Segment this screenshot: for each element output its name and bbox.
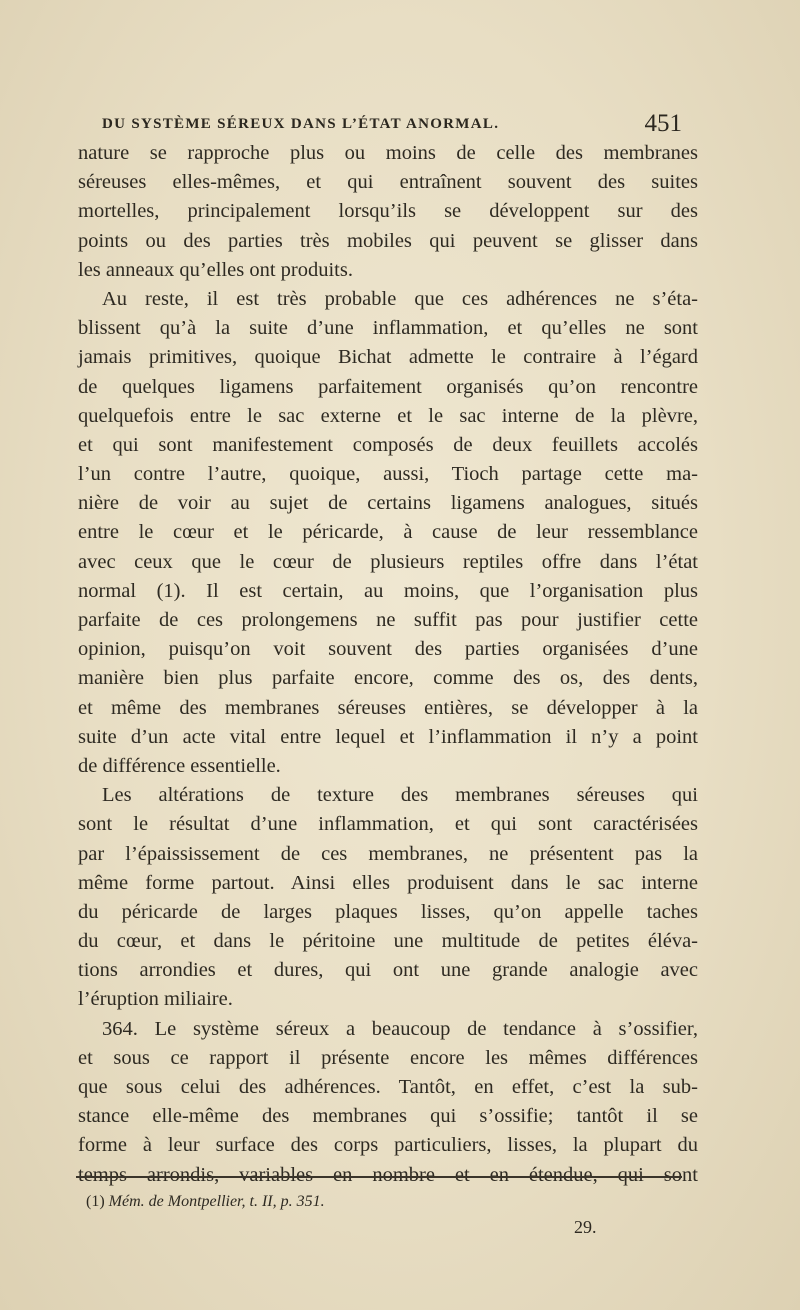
- text-line: points ou des parties très mobiles qui peuvent se glisser dans: [78, 229, 698, 252]
- text-line: blissent qu’à la suite d’une inflammation, et qu’elles ne sont: [78, 317, 698, 340]
- footnote-marker: (1): [86, 1193, 105, 1210]
- footnote-text: Mém. de Montpellier, t. II, p. 351.: [108, 1193, 325, 1210]
- text-line: et sous ce rapport il présente encore les mêmes différences: [78, 1046, 698, 1069]
- text-line: et qui sont manifestement composés de deux feuillets accolés: [78, 433, 698, 456]
- text-line: stance elle-même des membranes qui s’ossifie; tantôt il se: [78, 1105, 698, 1128]
- running-head: DU SYSTÈME SÉREUX DANS L’ÉTAT ANORMAL.: [102, 116, 500, 132]
- text-line: nature se rapproche plus ou moins de celle des membranes: [78, 142, 698, 164]
- text-line: temps arrondis, variables en nombre et en étendue, qui sont: [78, 1163, 698, 1186]
- page-header: [100, 112, 680, 142]
- text-line: manière bien plus parfaite encore, comme des os, des dents,: [78, 667, 698, 690]
- text-line: suite d’un acte vital entre lequel et l’inflammation il n’y a point: [78, 725, 698, 748]
- text-line: les anneaux qu’elles ont produits.: [78, 258, 353, 281]
- footnote-divider: [76, 1176, 682, 1178]
- text-line: par l’épaississement de ces membranes, ne présentent pas la: [78, 842, 698, 865]
- text-line: l’un contre l’autre, quoique, aussi, Tioch partage cette ma-: [78, 463, 698, 486]
- page-number: 451: [644, 110, 682, 137]
- text-line: tions arrondies et dures, qui ont une grande analogie avec: [78, 959, 698, 982]
- text-line: de quelques ligamens parfaitement organisés qu’on rencontre: [78, 375, 698, 398]
- text-line: entre le cœur et le péricarde, à cause de leur ressemblance: [78, 521, 698, 544]
- text-line: avec ceux que le cœur de plusieurs reptiles offre dans l’état: [78, 550, 698, 573]
- text-line: mortelles, principalement lorsqu’ils se développent sur des: [78, 200, 698, 223]
- text-line: du péricarde de larges plaques lisses, qu’on appelle taches: [78, 900, 698, 923]
- text-line: parfaite de ces prolongemens ne suffit pas pour justifier cette: [78, 609, 698, 631]
- text-line: opinion, puisqu’on voit souvent des parties organisées d’une: [78, 638, 698, 661]
- text-line: 364. Le système séreux a beaucoup de tendance à s’ossifier,: [102, 1017, 698, 1040]
- text-line: et même des membranes séreuses entières, se développer à la: [78, 696, 698, 719]
- signature-mark: 29.: [574, 1217, 597, 1237]
- text-line: Les altérations de texture des membranes séreuses qui: [102, 784, 698, 807]
- text-line: forme à leur surface des corps particuliers, lisses, la plupart du: [78, 1134, 698, 1157]
- text-line: Au reste, il est très probable que ces adhérences ne s’éta-: [102, 287, 698, 310]
- text-line: que sous celui des adhérences. Tantôt, en effet, c’est la sub-: [78, 1076, 698, 1098]
- text-line: quelquefois entre le sac externe et le sac interne de la plèvre,: [78, 404, 698, 427]
- text-line: jamais primitives, quoique Bichat admette le contraire à l’égard: [78, 346, 698, 369]
- text-line: séreuses elles-mêmes, et qui entraînent souvent des suites: [78, 171, 698, 194]
- text-line: du cœur, et dans le péritoine une multitude de petites éléva-: [78, 930, 698, 953]
- text-line: de différence essentielle.: [78, 754, 281, 777]
- text-line: nière de voir au sujet de certains ligamens analogues, situés: [78, 492, 698, 515]
- body-text: [78, 139, 698, 1190]
- text-line: sont le résultat d’une inflammation, et qui sont caractérisées: [78, 813, 698, 836]
- text-line: l’éruption miliaire.: [78, 988, 233, 1011]
- footnote: [86, 1193, 325, 1211]
- text-line: même forme partout. Ainsi elles produisent dans le sac interne: [78, 871, 698, 894]
- text-line: normal (1). Il est certain, au moins, que l’organisation plus: [78, 579, 698, 602]
